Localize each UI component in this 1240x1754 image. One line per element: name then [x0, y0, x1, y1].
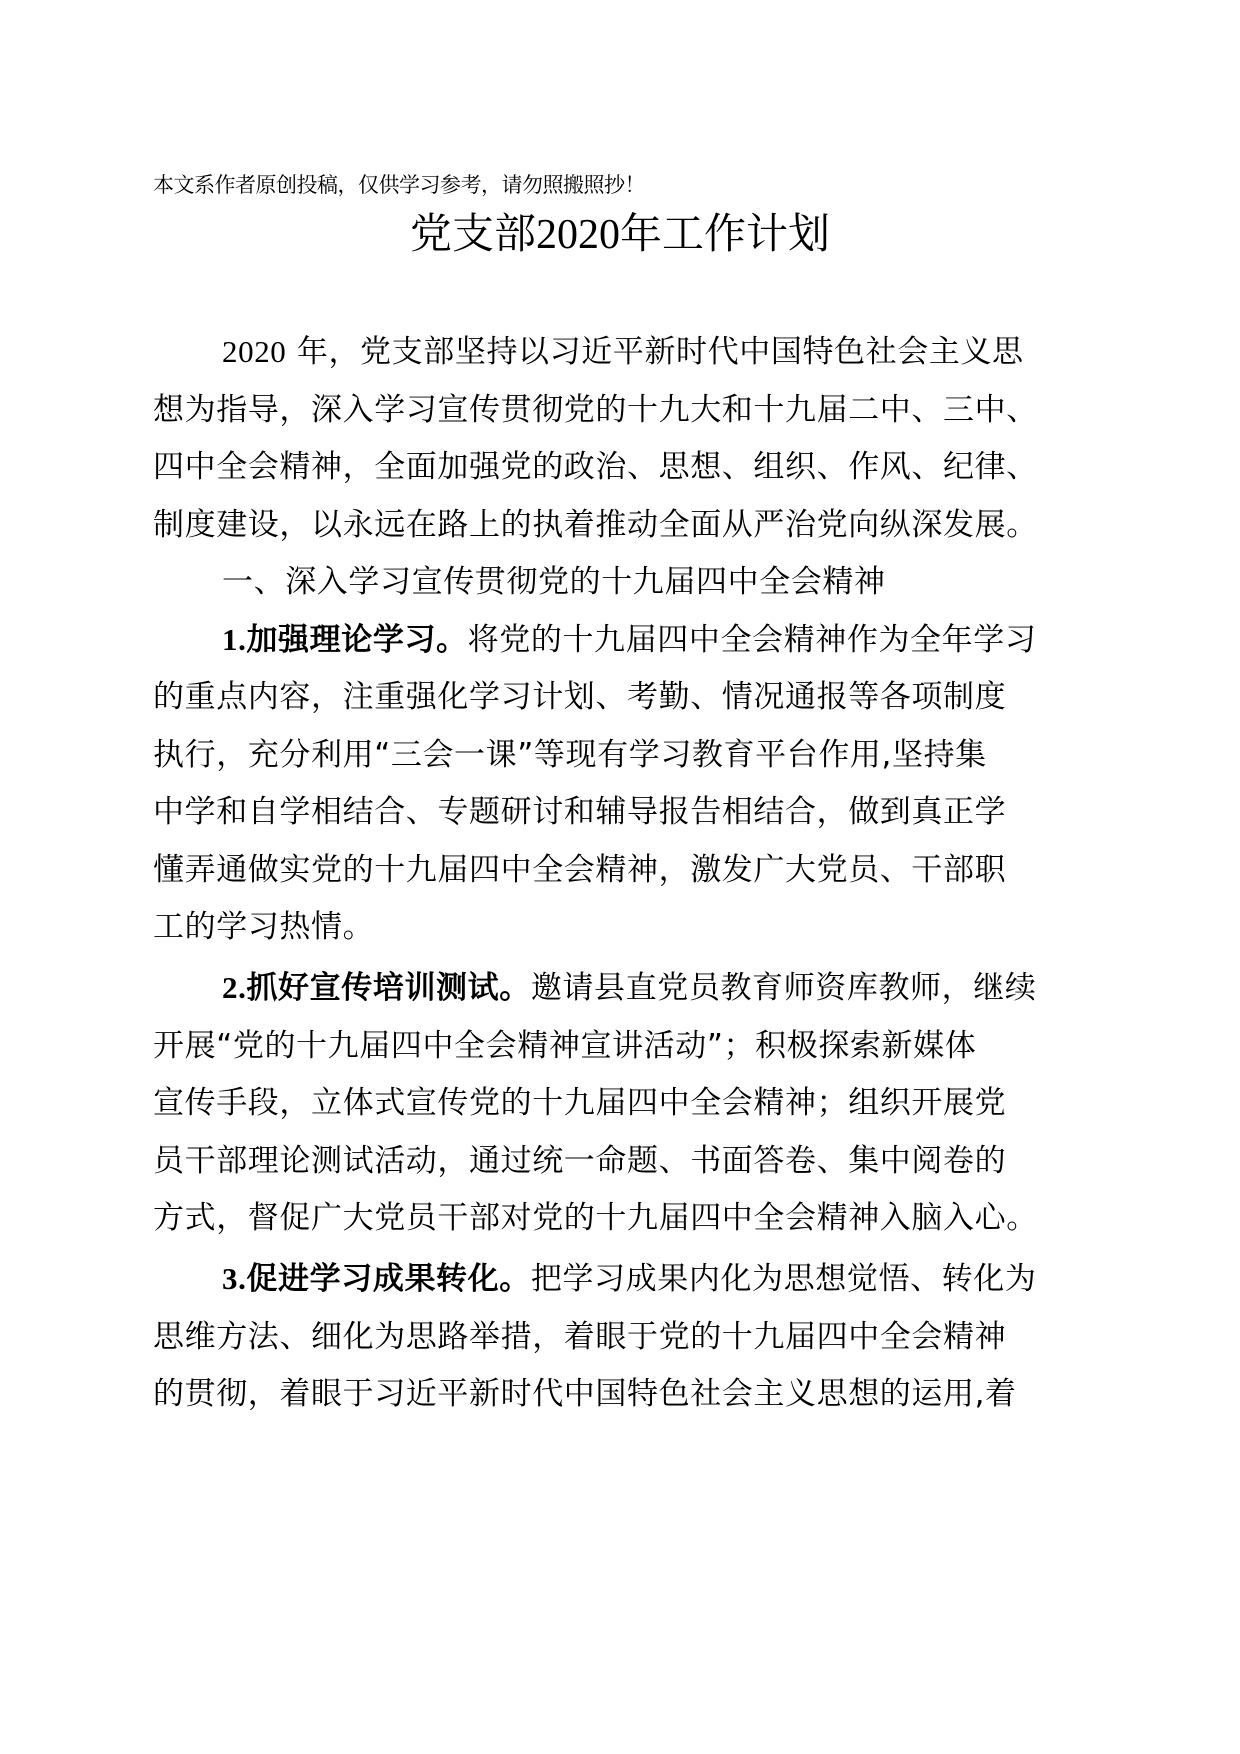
text-line: 1.加强理论学习。将党的十九届四中全会精神作为全年学习: [222, 622, 1037, 658]
text-line: 的贯彻，着眼于习近平新时代中国特色社会主义思想的运用,着: [153, 1376, 1017, 1412]
text-line: 2020 年，党支部坚持以习近平新时代中国特色社会主义思: [222, 334, 1024, 370]
text-line: 想为指导，深入学习宣传贯彻党的十九大和十九届二中、三中、: [153, 392, 1038, 428]
item-heading: 加强理论学习。: [246, 622, 468, 658]
text-line: 的重点内容，注重强化学习计划、考勤、情况通报等各项制度: [153, 679, 1007, 715]
text-line: 3.促进学习成果转化。把学习成果内化为思想觉悟、转化为: [222, 1261, 1037, 1297]
text-line: 懂弄通做实党的十九届四中全会精神，激发广大党员、干部职: [153, 852, 1007, 888]
text-line: 思维方法、细化为思路举措，着眼于党的十九届四中全会精神: [153, 1319, 1007, 1355]
text-line: 中学和自学相结合、专题研讨和辅导报告相结合，做到真正学: [153, 794, 1007, 830]
title-prefix: 党支部: [409, 209, 536, 258]
text-line: 制度建设，以永远在路上的执着推动全面从严治党向纵深发展。: [153, 507, 1038, 543]
text-line: 员干部理论测试活动，通过统一命题、书面答卷、集中阅卷的: [153, 1143, 1007, 1179]
item-number: 3.: [222, 1261, 247, 1296]
item-heading: 促进学习成果转化。: [246, 1261, 531, 1297]
item-number: 2.: [222, 970, 247, 1005]
text-line: 开展“党的十九届四中全会精神宣讲活动”；积极探索新媒体: [153, 1028, 977, 1064]
document-title: [0, 206, 1240, 263]
text-line: 执行，充分利用“三会一课”等现有学习教育平台作用,坚持集: [153, 737, 987, 773]
title-year: 2020: [536, 212, 620, 258]
text-line: 2.抓好宣传培训测试。邀请县直党员教育师资库教师，继续: [222, 970, 1037, 1006]
text-line: 工的学习热情。: [153, 909, 375, 945]
item-heading: 抓好宣传培训测试。: [246, 970, 531, 1006]
section-heading: 一、深入学习宣传贯彻党的十九届四中全会精神: [222, 564, 886, 600]
text-line: 宣传手段，立体式宣传党的十九届四中全会精神；组织开展党: [153, 1085, 1007, 1121]
item-number: 1.: [222, 622, 247, 657]
text-line: 四中全会精神，全面加强党的政治、思想、组织、作风、纪律、: [153, 449, 1038, 485]
title-suffix: 年工作计划: [620, 209, 831, 258]
disclaimer-note: 本文系作者原创投稿，仅供学习参考，请勿照搬照抄！: [153, 173, 645, 197]
text-line: 方式，督促广大党员干部对党的十九届四中全会精神入脑入心。: [153, 1200, 1038, 1236]
